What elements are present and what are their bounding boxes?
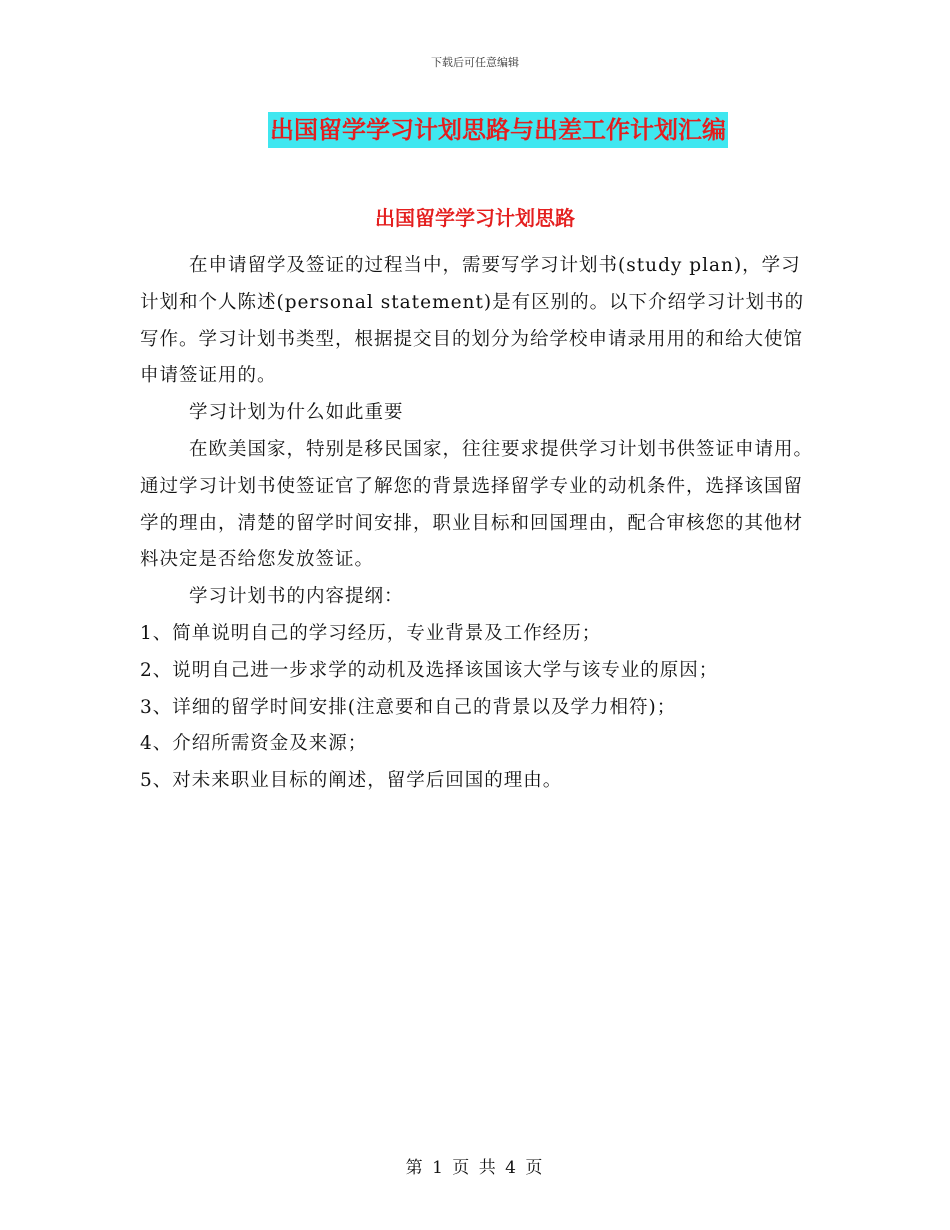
list-item: 1、简单说明自己的学习经历，专业背景及工作经历； bbox=[140, 622, 602, 644]
document-title-text: 出国留学学习计划思路与出差工作计划汇编 bbox=[268, 112, 728, 148]
page-footer: 第 1 页 共 4 页 bbox=[405, 1158, 545, 1178]
document-title bbox=[0, 112, 950, 148]
list-item: 4、介绍所需资金及来源； bbox=[140, 733, 368, 755]
document-body bbox=[140, 248, 820, 800]
paragraph-subheading: 学习计划为什么如此重要 bbox=[189, 402, 404, 424]
paragraph-importance: 在欧美国家，特别是移民国家，往往要求提供学习计划书供签证申请用。通过学习计划书使签证官了解您的背景选择留学专业的动机条件，选择该国留学的理由，清楚的留学时间安排，职业目标和回国理由，配合审核您的其他材料决定是否给您发放签证。 bbox=[140, 438, 814, 571]
header-note: 下载后可任意编辑 bbox=[431, 56, 519, 69]
paragraph-intro: 在申请留学及签证的过程当中，需要写学习计划书(study plan)，学习计划和个人陈述(personal statement)是有区别的。以下介绍学习计划书的写作。学习计划书类型，根据提交目的划分为给学校申请录用用的和给大使馆申请签证用的。 bbox=[140, 255, 805, 387]
list-item: 2、说明自己进一步求学的动机及选择该国该大学与该专业的原因； bbox=[140, 659, 719, 681]
list-item: 5、对未来职业目标的阐述，留学后回国的理由。 bbox=[140, 770, 563, 792]
paragraph-outline-label: 学习计划书的内容提纲： bbox=[189, 586, 404, 608]
section-heading: 出国留学学习计划思路 bbox=[375, 206, 575, 230]
list-item: 3、详细的留学时间安排(注意要和自己的背景以及学力相符)； bbox=[140, 696, 677, 718]
